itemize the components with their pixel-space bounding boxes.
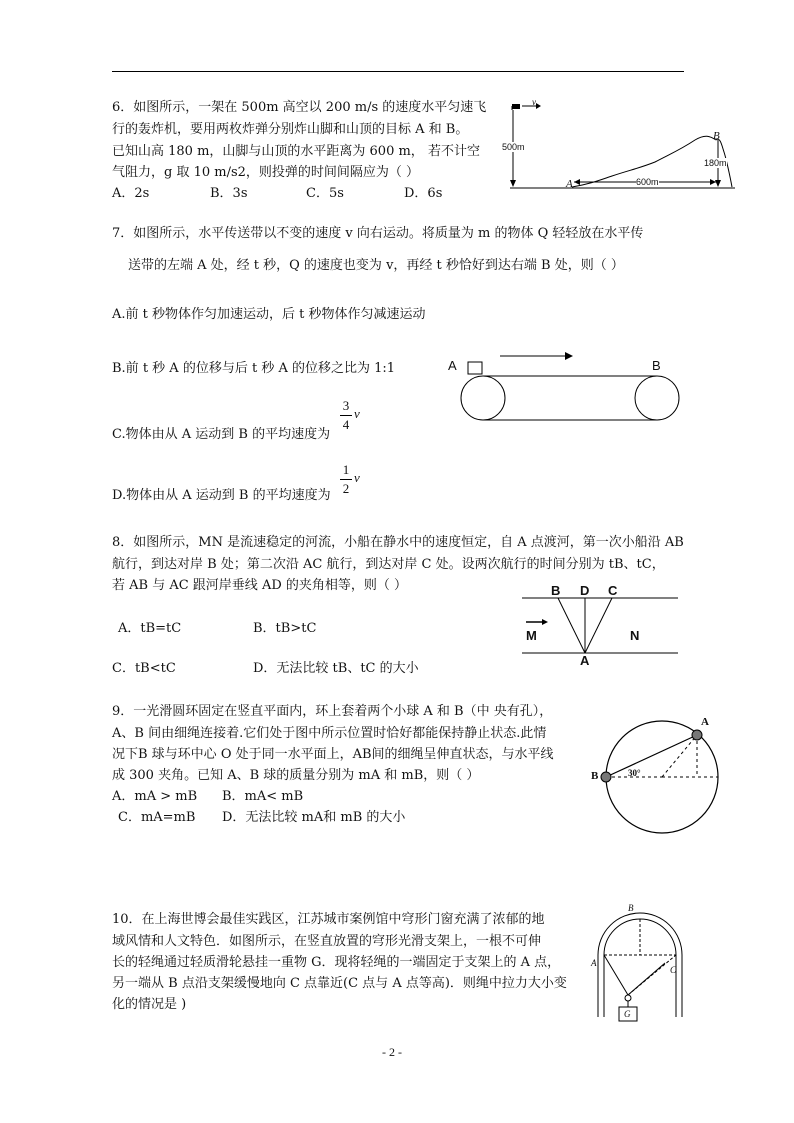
q6-option-c: C．5s: [306, 186, 344, 201]
q8-label-a: A: [580, 653, 590, 668]
q7-line-1: 7．如图所示，水平传送带以不变的速度 v 向右运动。将质量为 m 的物体 Q 轻轻放在水平传: [112, 226, 644, 241]
q10-label-a: A: [591, 958, 597, 968]
q10-line-3: 长的轻绳通过轻质滑轮悬挂一重物 G．现将轻绳的一端固定于支架上的 A 点，: [112, 955, 561, 970]
q8-option-b: B．tB>tC: [253, 621, 317, 636]
q7-option-d: D.物体由从 A 运动到 B 的平均速度为: [112, 488, 331, 503]
q9-label-b: B: [591, 770, 599, 782]
q7-option-c: C.物体由从 A 运动到 B 的平均速度为: [112, 427, 331, 442]
q9-option-b: B．mA< mB: [222, 789, 304, 804]
q8-label-c: C: [608, 583, 618, 598]
q6-label-500m: 500m: [502, 142, 525, 152]
q10-label-b: B: [628, 903, 634, 913]
q6-figure: [500, 96, 740, 196]
q10-label-g: G: [624, 1009, 631, 1019]
q9-label-a: A: [701, 716, 709, 728]
q7-frac-c-var: v: [354, 406, 360, 421]
q6-line-1: 6．如图所示，一架在 500m 高空以 200 m/s 的速度水平匀速飞: [112, 100, 487, 115]
q8-line-2: 航行，到达对岸 B 处；第二次沿 AC 航行，到达对岸 C 处。设两次航行的时间分别为 tB、tC，: [112, 557, 665, 572]
q8-figure: [520, 590, 680, 670]
q7-label-b: B: [652, 358, 661, 373]
q6-option-a: A．2s: [112, 186, 150, 201]
q8-line-3: 若 AB 与 AC 跟河岸垂线 AD 的夹角相等，则（ ）: [112, 578, 408, 593]
q9-line-2: A、B 间由细绳连接着.它们处于图中所示位置时恰好都能保持静止状态.此情: [112, 726, 547, 741]
q6-option-d: D．6s: [404, 186, 443, 201]
q8-label-n: N: [630, 628, 640, 643]
q7-option-a: A.前 t 秒物体作匀加速运动，后 t 秒物体作匀减速运动: [112, 307, 426, 322]
q10-line-5: 化的情况是 ): [112, 997, 187, 1012]
q8-label-b: B: [551, 583, 561, 598]
q7-option-b: B.前 t 秒 A 的位移与后 t 秒 A 的位移之比为 1:1: [112, 361, 396, 376]
q7-frac-d-den: 2: [342, 481, 350, 496]
q10-line-1: 10．在上海世博会最佳实践区，江苏城市案例馆中穹形门窗充满了浓郁的地: [112, 912, 545, 927]
q6-label-a: A: [566, 178, 573, 190]
q10-label-c: C: [670, 965, 677, 975]
q8-option-c: C．tB<tC: [112, 661, 176, 676]
q6-line-4: 气阻力，g 取 10 m/s2，则投弹的时间间隔应为（ ）: [112, 165, 420, 180]
q9-line-4: 成 300 夹角。已知 A、B 球的质量分别为 mA 和 mB，则（ ）: [112, 768, 480, 783]
q6-label-180m: 180m: [704, 158, 727, 168]
q9-option-d: D．无法比较 mA和 mB 的大小: [222, 810, 406, 825]
q9-label-angle: 30°: [628, 768, 641, 778]
q7-fraction-c: [340, 398, 352, 433]
q6-label-b: B: [713, 130, 720, 142]
q6-line-3: 已知山高 180 m，山脚与山顶的水平距离为 600 m， 若不计空: [112, 144, 480, 159]
q8-label-d: D: [580, 583, 590, 598]
header-rule: [112, 71, 684, 72]
q6-label-v: v: [532, 97, 536, 107]
q8-line-1: 8．如图所示，MN 是流速稳定的河流，小船在静水中的速度恒定，自 A 点渡河，第一次小船沿 AB: [112, 535, 684, 550]
q7-label-a: A: [448, 358, 457, 373]
q10-line-4: 另一端从 B 点沿支架缓慢地向 C 点靠近(C 点与 A 点等高)．则绳中拉力大小变: [112, 976, 567, 991]
q7-frac-c-num: 3: [342, 398, 350, 413]
q10-line-2: 域风情和人文特色．如图所示，在竖直放置的穹形光滑支架上，一根不可伸: [112, 934, 542, 949]
q9-line-3: 况下B 球与环中心 O 处于同一水平面上，AB间的细绳呈伸直状态，与水平线: [112, 747, 554, 762]
q9-line-1: 9．一光滑圆环固定在竖直平面内，环上套着两个小球 A 和 B（中 央有孔），: [112, 704, 553, 719]
page-number: - 2 -: [382, 1045, 402, 1059]
q8-label-m: M: [526, 628, 537, 643]
q7-frac-d-num: 1: [342, 462, 350, 477]
q7-frac-d-var: v: [354, 470, 360, 485]
q7-frac-c-den: 4: [342, 417, 350, 432]
q9-option-a: A．mA > mB: [112, 789, 198, 804]
q7-line-2: 送带的左端 A 处，经 t 秒，Q 的速度也变为 v，再经 t 秒恰好到达右端 B 处，则（ ）: [128, 258, 624, 273]
q7-fraction-d: [340, 462, 352, 497]
q6-line-2: 行的轰炸机，要用两枚炸弹分别炸山脚和山顶的目标 A 和 B。: [112, 122, 469, 137]
q9-figure: [600, 715, 725, 845]
q8-option-d: D．无法比较 tB、tC 的大小: [253, 661, 419, 676]
q6-label-600m: 600m: [636, 177, 659, 187]
q6-option-b: B．3s: [210, 186, 248, 201]
q8-option-a: A．tB=tC: [118, 621, 182, 636]
q9-option-c: C．mA=mB: [118, 810, 196, 825]
